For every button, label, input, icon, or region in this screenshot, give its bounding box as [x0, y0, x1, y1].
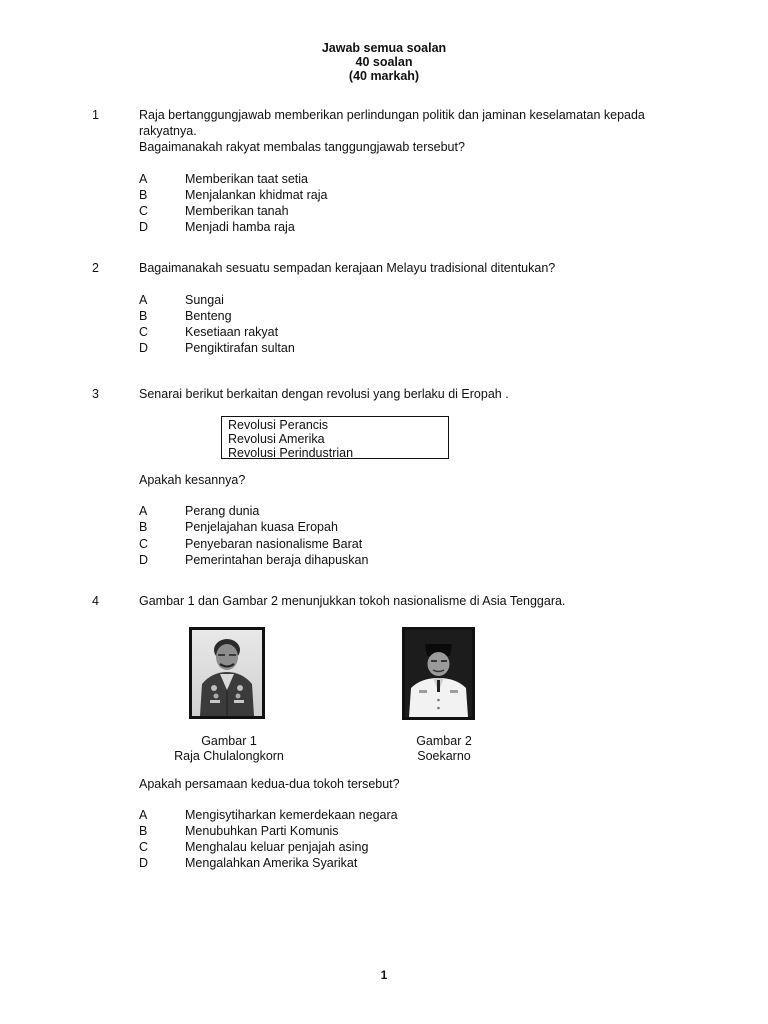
- option-text: Memberikan tanah: [185, 204, 289, 218]
- portrait-2-image: [405, 630, 472, 717]
- option-text: Menubuhkan Parti Komunis: [185, 824, 339, 838]
- list-item: Revolusi Amerika: [228, 432, 325, 446]
- option-text: Mengisytiharkan kemerdekaan negara: [185, 808, 398, 822]
- option-letter: A: [139, 808, 148, 822]
- list-item: Revolusi Perindustrian: [228, 446, 354, 460]
- question-stem-line: Senarai berikut berkaitan dengan revolusi yang berlaku di Eropah .: [139, 387, 509, 401]
- figure-2-label: Gambar 2: [416, 734, 472, 748]
- figure-1-label: Gambar 1: [201, 734, 257, 748]
- figure-1-name: Raja Chulalongkorn: [174, 749, 284, 763]
- option-text: Mengalahkan Amerika Syarikat: [185, 856, 358, 870]
- option-text: Pemerintahan beraja dihapuskan: [185, 553, 369, 567]
- option-text: Penjelajahan kuasa Eropah: [185, 520, 338, 534]
- option-text: Menghalau keluar penjajah asing: [185, 840, 369, 854]
- question-prompt: Apakah persamaan kedua-dua tokoh tersebut?: [139, 777, 400, 791]
- figure-2-name: Soekarno: [417, 749, 471, 763]
- question-number: 4: [92, 594, 99, 608]
- option-letter: C: [139, 840, 149, 854]
- question-number: 1: [92, 108, 99, 122]
- question-stem-line: rakyatnya.: [139, 124, 197, 138]
- option-letter: B: [139, 309, 148, 323]
- option-text: Pengiktirafan sultan: [185, 341, 295, 355]
- question-stem-line: Bagaimanakah sesuatu sempadan kerajaan Melayu tradisional ditentukan?: [139, 261, 556, 275]
- option-letter: D: [139, 341, 149, 355]
- option-letter: D: [139, 856, 149, 870]
- question-stem-line: Gambar 1 dan Gambar 2 menunjukkan tokoh nasionalisme di Asia Tenggara.: [139, 594, 566, 608]
- portrait-photo-2: [402, 627, 475, 720]
- option-letter: A: [139, 504, 148, 518]
- question-number: 3: [92, 387, 99, 401]
- option-letter: B: [139, 824, 148, 838]
- instruction-title: Jawab semua soalan: [321, 41, 447, 55]
- option-letter: C: [139, 204, 149, 218]
- list-item: Revolusi Perancis: [228, 418, 329, 432]
- option-text: Memberikan taat setia: [185, 172, 308, 186]
- revolution-list-box: [221, 416, 449, 459]
- option-text: Penyebaran nasionalisme Barat: [185, 537, 363, 551]
- page-number: 1: [380, 968, 388, 982]
- option-letter: A: [139, 293, 148, 307]
- question-number: 2: [92, 261, 99, 275]
- option-text: Sungai: [185, 293, 224, 307]
- question-stem-line: Bagaimanakah rakyat membalas tanggungjawab tersebut?: [139, 140, 465, 154]
- question-count: 40 soalan: [355, 55, 413, 69]
- portrait-photo-1: [189, 627, 265, 719]
- option-letter: A: [139, 172, 148, 186]
- option-letter: B: [139, 188, 148, 202]
- option-letter: D: [139, 220, 149, 234]
- option-letter: D: [139, 553, 149, 567]
- question-prompt: Apakah kesannya?: [139, 473, 246, 487]
- option-letter: C: [139, 537, 149, 551]
- option-text: Menjalankan khidmat raja: [185, 188, 328, 202]
- option-text: Benteng: [185, 309, 232, 323]
- option-text: Perang dunia: [185, 504, 260, 518]
- total-marks: (40 markah): [348, 69, 420, 83]
- option-letter: B: [139, 520, 148, 534]
- portrait-1-image: [192, 630, 262, 716]
- option-text: Menjadi hamba raja: [185, 220, 295, 234]
- question-stem-line: Raja bertanggungjawab memberikan perlindungan politik dan jaminan keselamatan kepada: [139, 108, 645, 122]
- option-text: Kesetiaan rakyat: [185, 325, 279, 339]
- option-letter: C: [139, 325, 149, 339]
